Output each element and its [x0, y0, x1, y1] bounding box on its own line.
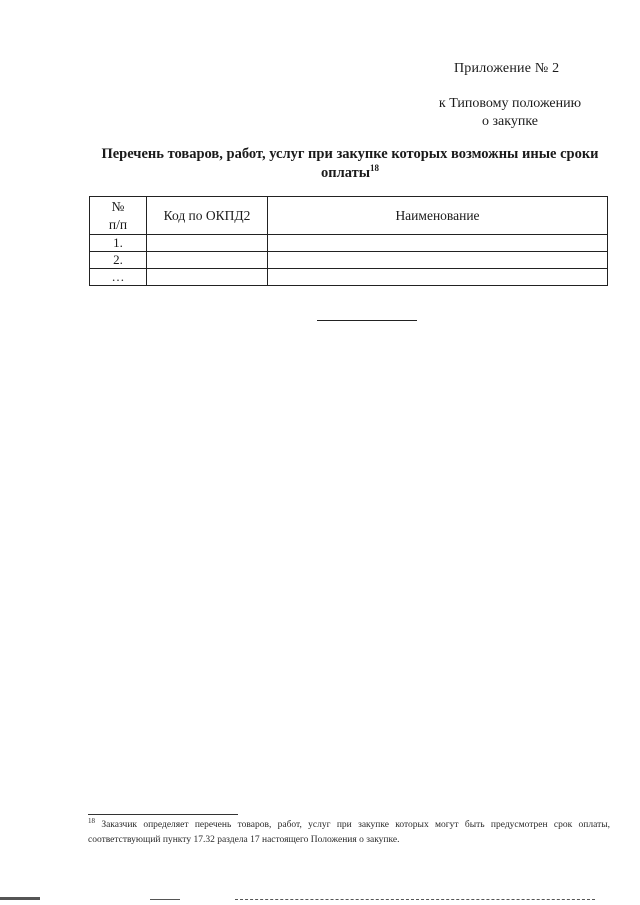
- table-header-row: [90, 197, 608, 235]
- appendix-number: Приложение № 2: [454, 61, 560, 76]
- document-title: [90, 145, 610, 183]
- row-number: …: [90, 269, 147, 286]
- appendix-ref-line-1: к Типовому положению: [438, 96, 582, 111]
- document-title-text: Перечень товаров, работ, услуг при закупке которых возможны иные сроки оплаты: [101, 146, 599, 181]
- appendix-ref-line-2: о закупке: [481, 114, 538, 129]
- row-number: 1.: [90, 235, 147, 252]
- row-code: [147, 252, 268, 269]
- row-name: [268, 269, 608, 286]
- scan-artifact: [150, 899, 180, 900]
- row-code: [147, 235, 268, 252]
- row-code: [147, 269, 268, 286]
- footnote-rule: [88, 814, 238, 815]
- row-number: 2.: [90, 252, 147, 269]
- header-okpd2-code: Код по ОКПД2: [147, 197, 268, 235]
- header-number-line-1: №: [111, 198, 125, 214]
- header-number-line-2: п/п: [108, 216, 128, 232]
- scan-artifact: [0, 897, 40, 900]
- footnote-text: Заказчик определяет перечень товаров, работ, услуг при закупке которых могут быть предусмотрен срок оплаты, соответствующий пункту 17.32 раздела 17 настоящего Положения о закупке.: [88, 820, 610, 845]
- footnote-mark: 18: [88, 816, 95, 825]
- goods-table: [89, 196, 608, 286]
- title-footnote-mark: 18: [370, 163, 380, 174]
- appendix-reference: [420, 95, 600, 131]
- row-name: [268, 235, 608, 252]
- scan-artifact: [235, 899, 595, 900]
- table-row: [90, 235, 608, 252]
- separator-rule: [317, 320, 417, 321]
- table-row: [90, 252, 608, 269]
- footnote: [88, 818, 610, 848]
- row-name: [268, 252, 608, 269]
- header-number: [90, 197, 147, 235]
- header-name: Наименование: [268, 197, 608, 235]
- table-row: [90, 269, 608, 286]
